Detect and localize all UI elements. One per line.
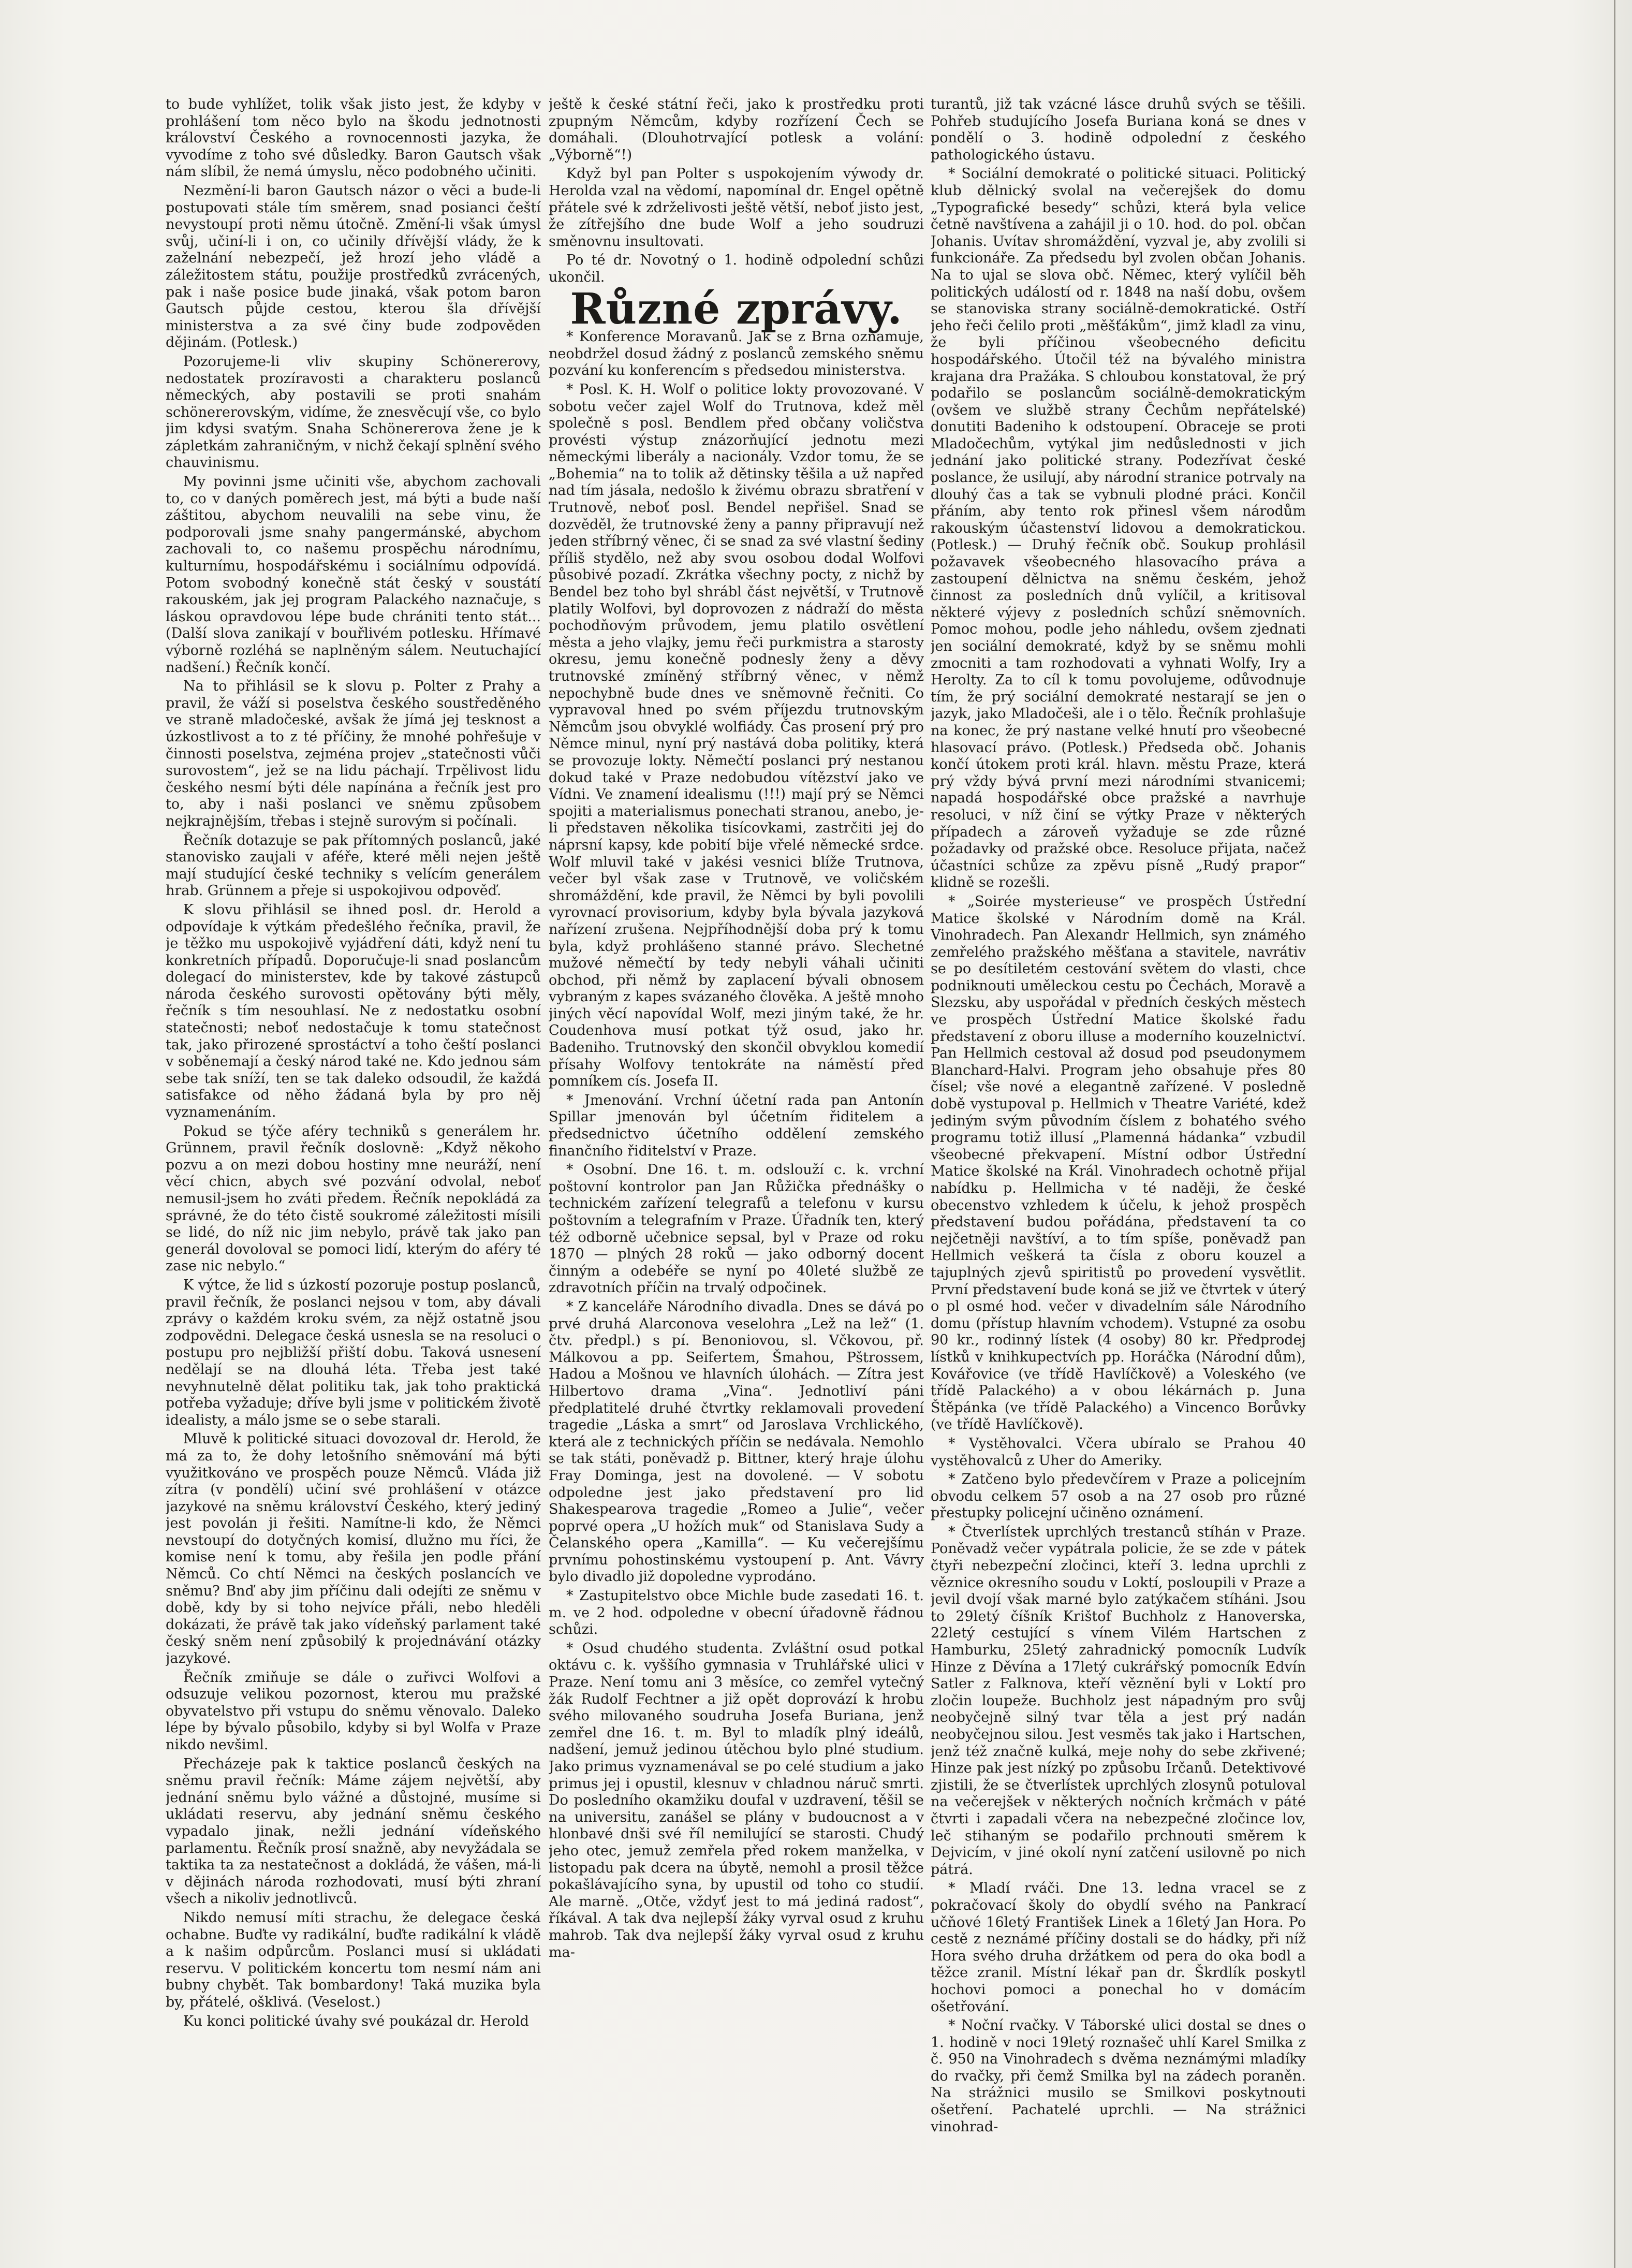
col3-paragraph: turantů, již tak vzácné lásce druhů svých se těšili. Pohřeb studujícího Josefa Buriana koná se dnes v pondělí o 3. hodině odpolední z českého pathologického ústavu. bbox=[931, 96, 1306, 163]
col1-paragraph: Řečník dotazuje se pak přítomných poslanců, jaké stanovisko zaujali v aféře, které měli nejen ještě mají studující české techniky s velícím generálem hrab. Grünnem a přeje si uspokojivou odpověď. bbox=[166, 832, 541, 899]
col2-paragraph: ještě k české státní řeči, jako k prostředku proti zpupným Němcům, kdyby rozřízení Čech se domáhali. (Dlouhotrvající potlesk a volání: „Výborně“!) bbox=[549, 96, 924, 163]
column-left bbox=[166, 96, 541, 2240]
col2-paragraph: Když byl pan Polter s uspokojením výwody dr. Herolda vzal na vědomí, napomínal dr. Engel opětně přátele své k zdrželivosti ještě větší, neboť jisto jest, že zítřejšího dne bude Wolf a jeho soudruzi směnovnu insultovati. bbox=[549, 166, 924, 250]
news-item-paragraph: * Z kanceláře Národního divadla. Dnes se dává po prvé druhá Alarconova veselohra „Lež na lež“ (1. čtv. předpl.) s pí. Benoniovou, sl. Včkovou, př. Málkovou a pp. Seifertem, Šmahou, Pštrossem, Hadou a Mošnou ve hlavních úlohách. — Zítra jest Hilbertovo drama „Vina“. Jednotliví páni předplatitelé druhé čtvrtky reklamovali provedení tragedie „Láska a smrt“ od Jaroslava Vrchlického, která ale z technických příčin se nedávala. Nemohlo se tak státi, poněvadž p. Bittner, který hraje úlohu Fray Dominga, jest na dovolené. — V sobotu odpoledne jest jako představení pro lid Shakespearova tragedie „Romeo a Julie“, večer poprvé opera „U hožích muk“ od Stanislava Sudy a Čelanského opera „Kamilla“. — Ku večerejšímu prvnímu pohostinskému vystoupení p. Ant. Vávry bylo divadlo již dopoledne vyprodáno. bbox=[549, 1298, 924, 1585]
col1-paragraph: Ku konci politické úvahy své poukázal dr. Herold bbox=[183, 2013, 529, 2029]
col1-paragraph: Mluvě k politické situaci dovozoval dr. Herold, že má za to, že dohy letošního sněmování má býti využitkováno ve prospěch pouze Němců. Vláda již zítra (v pondělí) učiní své prohlášení v otázce jazykové na sněmu království Českého, který jediný jest povolán ji řešiti. Namítne-li kdo, že Němci nevstoupí do dotyčných komisí, dlužno mu říci, že komise není k tomu, aby řešila jen podle přání Němců. Co chtí Němci na českých poslancích ve sněmu? Bnď aby jim příčinu dali odejíti ze sněmu v době, kdy by si toho nejvíce přáli, nebo hleděli dokázati, že právě tak jako vídeňský parlament také český sněm není způsobilý k projednávání otázky jazykové. bbox=[166, 1431, 541, 1667]
col3-paragraph: * Mladí rváči. Dne 13. ledna vracel se z pokračovací školy do obydlí svého na Pankrací učňové 16letý František Linek a 16letý Jan Hora. Po cestě z neznámé příčiny dostali se do hádky, při níž Hora svého druha držátkem od pera do oka bodl a těžce zranil. Místní lékař pan dr. Škrdlík poskytl hochovi pomoci a ponechal ho v domácím ošetřování. bbox=[931, 1880, 1306, 2015]
col1-paragraph: Nikdo nemusí míti strachu, že delegace česká ochabne. Buďte vy radikální, buďte radikální k vládě a k našim odpůrcům. Poslanci musí si ukládati reservu. V politickém koncertu tom nesmí nám ani bubny chybět. Tak bombardony! Taká muzika byla by, přátelé, ošklivá. (Veselost.) bbox=[166, 1909, 541, 2010]
col1-paragraph: to bude vyhlížet, tolik však jisto jest, že kdyby v prohlášení tom něco bylo na škodu jednotnosti království Českého a rovnocennosti jazyka, že vyvodíme z toho své důsledky. Baron Gautsch však nám slíbil, že nemá úmyslu, něco podobného učiniti. bbox=[166, 96, 541, 180]
news-item-paragraph: * Konference Moravanů. Jak se z Brna oznamuje, neobdržel dosud žádný z poslanců zemského sněmu pozvání ku konferencím s předsedou ministerstva. bbox=[549, 329, 924, 379]
col3-paragraph: * „Soirée mysterieuse“ ve prospěch Ústřední Matice školské v Národním domě na Král. Vinohradech. Pan Alexandr Hellmich, syn známého zemřelého pražského měšťana a stavitele, navrátiv se po desítiletém cestování světem do vlasti, chce podniknouti uměleckou cestu po Čechách, Moravě a Slezsku, aby uspořádal v předních českých městech ve prospěch Ústřední Matice školské řadu představení z oboru illuse a moderního kouzelnictví. Pan Hellmich cestoval až dosud pod pseudonymem Blanchard-Halvi. Program jeho obsahuje přes 80 čísel; vše nové a elegantně zařízené. V posledně době vystupoval p. Hellmich v Theatre Variété, kdež jediným svým původním číslem z bohatého svého programu totiž illusí „Plamenná hádanka“ vzbudil všeobecné překvapení. Místní odbor Ústřední Matice školské na Král. Vinohradech ochotně přijal nabídku p. Hellmicha v té naději, že české obecenstvo vzhledem k účelu, k jehož prospěch představení budou pořádána, představení ta co nejčetněji navštíví, a to tím spíše, poněvadž pan Hellmich veškerá ta čísla z oboru kouzel a tajuplných zjevů spiritistů po provedení vysvětlit. První představení bude koná se již ve čtvrtek v úterý o pl osmé hod. večer v divadelním sále Národního domu (přístup hlavním vchodem). Vstupné za osobu 90 kr., rodinný lístek (4 osoby) 80 kr. Předprodej lístků v knihkupectvích pp. Horáčka (Národní dům), Kovářovice (ve třídě Havlíčkově) a Voleského (ve třídě Palackého) a v obou lékárnách p. Juna Štěpánka (ve třídě Palackého) a Vincenco Borůvky (ve třídě Havlíčkově). bbox=[931, 893, 1306, 1433]
column-middle bbox=[549, 96, 924, 2240]
col1-paragraph: Nezmění-li baron Gautsch názor o věci a bude-li postupovati stále tím směrem, snad posianci čeští nevystoupí proti němu útočně. Změní-li však úmysl svůj, učiní-li i on, co učinily dřívější vlády, že k zaželnání nebezpečí, jež hrozí jeho vládě a záležitostem státu, použije prostředků zvrácených, pak i naše posice bude jinaká, však potom baron Gautsch půjde cestou, kterou šla dřívější ministerstva a za své činy bude zodpověden dějinám. (Potlesk.) bbox=[166, 182, 541, 351]
column-middle-continuation bbox=[549, 96, 924, 286]
col1-paragraph: Na to přihlásil se k slovu p. Polter z Prahy a pravil, že váží si poselstva českého soustředěného ve straně mladočeské, avšak že jímá jej tesknost a úzkostlivost a to z té příčiny, že mnohé pohřešuje v činnosti poselstva, zejména projev „statečnosti vůči surovostem“, jež se na lidu páchají. Trpělivost lidu českého nesmí býti déle napínána a řečník jest pro to, aby i naši poslanci ve sněmu způsobem nejkrajnějším, třebas i stejně surovým si počínali. bbox=[166, 678, 541, 829]
news-item-paragraph: * Zastupitelstvo obce Michle bude zasedati 16. t. m. ve 2 hod. odpoledne v obecní úřadovně řádnou schůzi. bbox=[549, 1588, 924, 1638]
news-item-paragraph: * Osobní. Dne 16. t. m. odslouží c. k. vrchní poštovní kontrolor pan Jan Růžička přednášky o technickém zařízení telegrafů a telefonu v kursu poštovním a telegrafním v Praze. Úřadník ten, který též odborně učebnice sepsal, byl v Praze od roku 1870 — plných 28 roků — jako odborný docent činným a odebéře se nyní po 40leté službě ze zdravotních příčin na trvalý odpočinek. bbox=[549, 1162, 924, 1296]
col3-paragraph: * Vystěhovalci. Včera ubíralo se Prahou 40 vystěhovalců z Uher do Ameriky. bbox=[931, 1435, 1306, 1469]
col1-paragraph: K slovu přihlásil se ihned posl. dr. Herold a odpovídaje k výtkám předešlého řečníka, pravil, že je těžko mu uspokojivě vyjádření dáti, když není tu konkretních případů. Doporučuje-li snad poslancům dolegací do ministerstev, kde by takové zástupců národa českého surovosti opětovány býti měly, řečník s tím nesouhlasí. Ne z nedostatku osobní statečnosti; neboť nedostačuje k tomu statečnost tak, jako přirozené sprostáctví a toho čeští poslanci v soběnemají a český národ také ne. Kdo jednou sám sebe tak sníží, ten se tak daleko odsoudil, že každá satisfakce od něho žádaná byla by pro něj vyznamenáním. bbox=[166, 901, 541, 1121]
col1-paragraph: K výtce, že lid s úzkostí pozoruje postup poslanců, pravil řečník, že poslanci nejsou v tom, aby dávali zprávy o každém kroku svém, za nějž ostatně jsou zodpovědni. Delegace česká usnesla se na resoluci o postupu pro nejbližší přiští dobu. Taková usnesení nedělají se na dlouhá léta. Třeba jest také nevyhnutelně dělat politiku tak, jak toho praktická potřeba vyžaduje; dříve byli jsme v politickém životě idealisty, a málo jsme se o sebe starali. bbox=[166, 1277, 541, 1428]
col3-paragraph: * Čtverlístek uprchlých trestanců stíhán v Praze. Poněvadž večer vypátrala policie, že se zde v pátek čtyři nebezpeční zločinci, kteří 3. ledna uprchli z věznice okresního soudu v Loktí, posloupili v Praze a jevil dvojí však marné bylo zatýkačem stíháni. Jsou to 29letý číšník Krištof Buchholz z Hanoverska, 22letý cestující s vínem Vilém Hartschen z Hamburku, 25letý zahradnický pomocník Ludvík Hinze z Děvína a 17letý cukrářský pomocník Edvín Satler z Falknova, kteří věznění byli v Loktí pro zločin loupeže. Buchholz jest nápadným pro svůj neobyčejně silný tvar těla a jest prý nadán neobyčejnou silou. Jest vesměs tak jako i Hartschen, jenž též značně kulká, meje nohy do sebe zkřivené; Hinze pak jest nízký po způsobu Irčanů. Detektivové zjistili, že se čtverlístek uprchlých zlosynů potuloval na večerejšek v některých nočních krčmách v páté čtvrti i zapadali včera na nebezpečné zločince lov, leč stihaným se podařilo prchnouti směrem k Dejvicím, v jiné okolí nyní zatčení usilovně po nich pátrá. bbox=[931, 1524, 1306, 1878]
column-right bbox=[931, 96, 1306, 2240]
section-title: Různé zprávy. bbox=[570, 284, 903, 334]
col1-paragraph: Pokud se týče aféry techniků s generálem hr. Grünnem, pravil řečník doslovně: „Když někoho pozvu a on mezi dobou hostiny mne neuráží, není věcí chicn, abych své pozvání odvolal, neboť nemusil-jsem ho zváti předem. Řečník nepokládá za správné, že do této čistě soukromé záležitosti mísili se lidé, do níž nic jim nebylo, právě tak jako pan generál dovoloval se pomoci lidí, kterým do aféry té zase nic nebylo.“ bbox=[166, 1123, 541, 1275]
news-items bbox=[549, 329, 924, 1961]
col1-paragraph: Řečník zmiňuje se dále o zuřivci Wolfovi a odsuzuje velikou pozornost, kterou mu pražské obyvatelstvo při vstupu do sněmu věnovalo. Daleko lépe by bývalo působilo, kdyby si byl Wolfa v Praze nikdo nevšiml. bbox=[166, 1669, 541, 1753]
col3-paragraph: * Sociální demokraté o politické situaci. Politický klub dělnický svolal na večerejšek do domu „Typografické besedy“ schůzi, která byla velice četně navštívena a zahájil ji o 10. hod. do pol. občan Johanis. Uvítav shromáždění, vyzval je, aby zvolili si funkcionáře. Za předsedu byl zvolen občan Johanis. Na to ujal se slova obč. Němec, který vylíčil běh politických událostí od r. 1848 na naší dobu, ovšem se stanoviska strany sociálně-demokratické. Ostří jeho řeči čelilo proti „měšťákům“, jimž kladl za vinu, že byli příčinou všeobecného deficitu hospodářského. Útočil též na bývalého ministra krajana dra Pražáka. S chloubou konstatoval, že prý podařilo se poslancům sociálně-demokratickým (ovšem ve službě strany Čechům nepřátelské) donutiti Badeniho k odstoupení. Obraceje se proti Mladočechům, vytýkal jim nedůslednosti v jich jednání jako politické strany. Podezřívat české poslance, že usilují, aby národní stranice potrvaly na dlouhý čas a tak se vybnuli plodné práci. Končil přáním, aby tento rok přinesl všem národům rakouským účastenství lidovou a demokratickou. (Potlesk.) — Druhý řečník obč. Soukup prohlásil požavavek všeobecného hlasovacího práva a zastoupení dělnictva na sněmu českém, jehož činnost za posledních dnů vylíčil, a kritisoval některé výjevy z posledních schůzí sněmovních. Pomoc mohou, podle jeho náhledu, ovšem zjednati jen sociální demokraté, když by se sněmu mohli zmocniti a tam rozhodovati a vyhnati Wolfy, Iry a Herolty. Za to cíl k tomu povolujeme, odůvodnuje tím, že prý sociální demokraté nestarají se jen o jazyk, jako Mladočeši, ale i o tělo. Řečník prohlašuje na konec, že prý nastane velké hnutí pro všeobecné hlasovací právo. (Potlesk.) Předseda obč. Johanis končí útokem proti král. hlavn. městu Praze, která prý vždy bývá první mezi národními stvanicemi; napadá hospodářské obce pražské a navrhuje resoluci, v níž činí se výtky Praze v některých případech a zároveň vyžaduje se zde různé požadavky od pražské obce. Resoluce přijata, načež účastníci schůze za zpěvu písně „Rudý prapor“ klidně se rozešli. bbox=[931, 166, 1306, 891]
col3-paragraph: * Noční rvačky. V Táborské ulici dostal se dnes o 1. hodině v noci 19letý roznašeč uhlí Karel Smilka z č. 950 na Vinohradech s dvěma neznámými mladíky do rvačky, při čemž Smilka byl na zádech poraněn. Na strážnici musilo se Smilkovi poskytnouti ošetření. Pachatelé uprchli. — Na strážnici vinohrad- bbox=[931, 2017, 1306, 2135]
news-item-paragraph: * Osud chudého studenta. Zvláštní osud potkal oktávu c. k. vyššího gymnasia v Truhlářské ulici v Praze. Není tomu ani 3 měsíce, co zemřel vytečný žák Rudolf Fechtner a již opět doprovází k hrobu svého milovaného soudruha Josefa Buriana, jenž zemřel dne 16. t. m. Byl to mladík plný ideálů, nadšení, jemuž jedinou útěchou bylo plné studium. Jako primus vyznamenával se po celé studium a jako primus jej i opustil, klesnuv v chladnou náruč smrti. Do posledního okamžiku doufal v uzdravení, těšil se na universitu, zanášel se plány v budoucnost a v hlonbavé dnši své říl nemilující se starosti. Chudý jeho otec, jemuž zemřela před rokem manželka, v listopadu pak dcera na úbytě, nemohl a prosil těžce pokašlávajícího syna, by upustil od toho co studií. Ale marně. „Otče, vždyť jest to má jediná radost“, říkával. A tak dva nejlepší žáky vyrval osud z kruhu mahrob. Tak dva nejlepší žáky vyrval osud z kruhu ma- bbox=[549, 1640, 924, 1960]
col3-paragraph: * Zatčeno bylo předevčírem v Praze a policejním obvodu celkem 57 osob a na 27 osob pro různé přestupky policejní učiněno oznámení. bbox=[931, 1471, 1306, 1521]
col1-paragraph: My povinni jsme učiniti vše, abychom zachovali to, co v daných poměrech jest, má býti a bude naší záštitou, abychom neuvalili na sebe vinu, že podporovali jsme snahy pangermánské, abychom zachovali to, co našemu prospěchu národnímu, kulturnímu, hospodářskému i sociálnímu odpovídá. Potom svobodný konečně stát český v soustátí rakouském, jak jej program Palackého naznačuje, s láskou opravdovou lépe bude chrániti tento stát... (Další slova zanikají v bouřlivém potlesku. Hřímavé výborně rozléhá se naplněným sálem. Neutuchající nadšení.) Řečník končí. bbox=[166, 474, 541, 676]
col1-paragraph: Přecházeje pak k taktice poslanců českých na sněmu pravil řečník: Máme zájem největší, aby jednání sněmu bylo vážné a důstojné, musíme si ukládati reservu, aby jednání sněmu českého vypadalo jinak, nežli jednání vídeňského parlamentu. Řečník prosí snažně, aby nevyžádala se taktika ta za nestatečnost a dokládá, že vášen, má-li v dějinách národa rozhodovati, musí býti zhraní všech a nikoliv jednotlivců. bbox=[166, 1755, 541, 1907]
news-item-paragraph: * Posl. K. H. Wolf o politice lokty provozované. V sobotu večer zajel Wolf do Trutnova, kdež měl společně s posl. Bendlem před občany voličstva provésti výstup znázorňující jednotu mezi německými liberály a nacionály. Vzdor tomu, že se „Bohemia“ na to tolik až dětinsky těšila a už napřed nad tím jásala, nedošlo k živému obrazu sbratření v Trutnově, neboť posl. Bendel nepřišel. Snad se dozvěděl, že trutnovské ženy a panny připravují než jeden stříbrný věnec, či se snad za své vlastní šediny příliš stydělo, než aby svou osobou dodal Wolfovi působivé pozadí. Zkrátka všechny pocty, z nichž by Bendel bez toho byl shrábl část největší, v Trutnově platily Wolfovi, byl doprovozen z nádraží do města pochodňovým průvodem, jemu platilo osvětlení města a jeho vlajky, jemu řeči purkmistra a starosty okresu, jemu konečně podnesly ženy a děvy trutnovské zmíněný stříbrný věnec, v němž nepochybně bude dnes ve sněmovně řečniti. Co vypravoval hned po svém příjezdu trutnovským Němcům jsou obvyklé wolfiády. Čas prosení prý pro Němce minul, nyní prý nastává doba politiky, která se provozuje lokty. Němečtí poslanci prý nestanou dokud také v Praze nedobudou vítězství jako ve Vídni. Ve znamení idealismu (!!!) mají prý se Němci spojiti a materialismus ponechati stranou, anebo, je-li představen několika tisícovkami, zastrčiti jej do náprsní kapsy, kde pobití bije vřelé německé srdce. Wolf mluvil také v jakési vesnici blíže Trutnova, večer byl však zase v Trutnově, ve voličském shromáždění, kde pravil, že Němci by byli povolili vyrovnací provisorium, kdyby byla bývala jazyková nařízení zrušena. Nejpříhodnější doba prý k tomu byla, když prohlášeno stanné právo. Slechetné mužové němečtí by tedy nebyli váhali učiniti obchod, při němž by zaplacení bývali obnosem vybraným z kapes svázaného člověka. A ještě mnoho jiných věcí napovídal Wolf, mezi jiným také, že hr. Coudenhova musí potkat týž osud, jako hr. Badeniho. Trutnovský den skončil obvyklou komedií přísahy Wolfovy tentokráte na náměstí před pomníkem cís. Josefa II. bbox=[549, 381, 924, 1090]
col1-paragraph: Pozorujeme-li vliv skupiny Schönererovy, nedostatek prozíravosti a charakteru poslanců německých, aby postavili se proti snahám schönererovským, vidíme, že znesvěcují vše, co bylo jim kdysi svatým. Snaha Schönererova žene je k zápletkám zahraničným, v nichž čekají splnění svého chauvinismu. bbox=[166, 353, 541, 471]
news-item-paragraph: * Jmenování. Vrchní účetní rada pan Antonín Spillar jmenován byl účetním řiditelem a předsednictvo účetního oddělení zemského finančního řiditelství v Praze. bbox=[549, 1092, 924, 1159]
page-edge-line bbox=[1614, 0, 1615, 2268]
col2-paragraph: Po té dr. Novotný o 1. hodině odpolední schůzi ukončil. bbox=[549, 252, 924, 285]
